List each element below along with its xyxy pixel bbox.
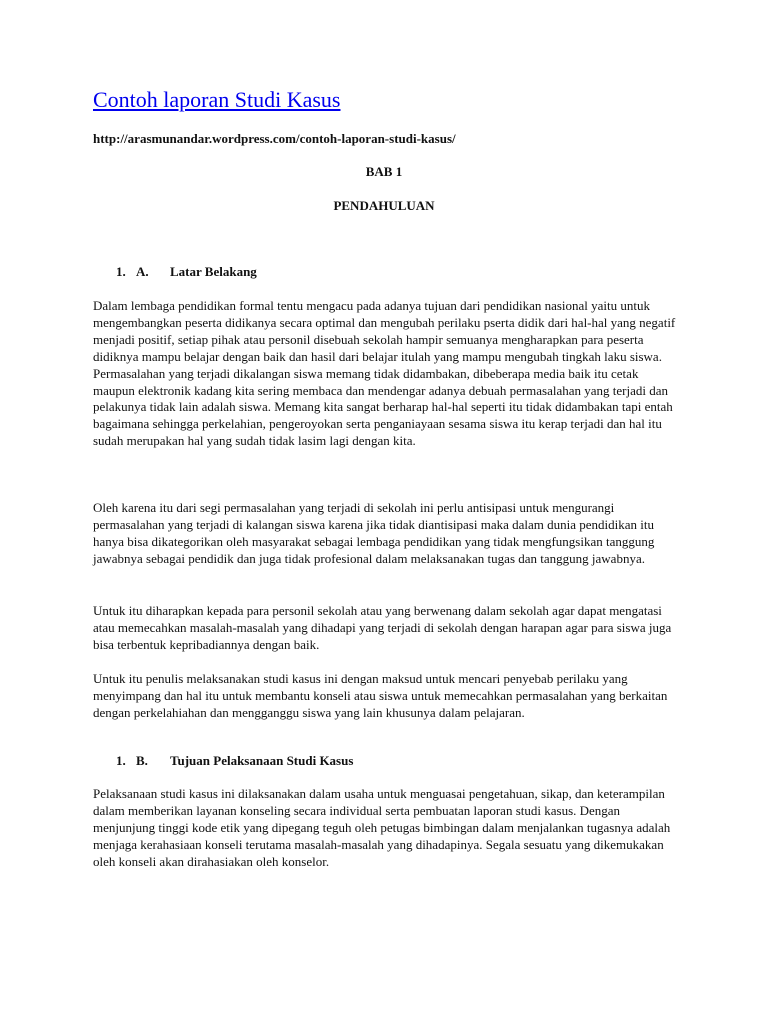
paragraph-latar-belakang-4: Untuk itu penulis melaksanakan studi kasus ini dengan maksud untuk mencari penyebab perilaku yang menyimpang dan hal itu untuk membantu konseli atau siswa untuk memecahkan permasalahan yang berkaitan dengan perkelahiahan dan mengganggu siswa yang lain khusunya dalam pelajaran.: [93, 671, 668, 720]
section-letter: B.: [136, 753, 148, 768]
source-url: http://arasmunandar.wordpress.com/contoh-laporan-studi-kasus/: [93, 131, 456, 146]
chapter-number: BAB 1: [365, 164, 403, 179]
paragraph-latar-belakang-3: Untuk itu diharapkan kepada para personil sekolah atau yang berwenang dalam sekolah agar dapat mengatasi atau memecahkan masalah-masalah yang dihadapi yang terjadi di sekolah dengan harapan agar para siswa juga bisa terbentuk kepribadiannya dengan baik.: [93, 603, 672, 652]
section-number: 1.: [116, 753, 126, 768]
document-title-link[interactable]: Contoh laporan Studi Kasus: [93, 87, 341, 112]
section-title: Tujuan Pelaksanaan Studi Kasus: [170, 753, 354, 768]
section-number: 1.: [116, 264, 126, 279]
section-heading-b: [116, 752, 353, 770]
chapter-title: PENDAHULUAN: [333, 198, 435, 213]
section-letter: A.: [136, 264, 149, 279]
paragraph-tujuan: Pelaksanaan studi kasus ini dilaksanakan dalam usaha untuk menguasai pengetahuan, sikap, dan keterampilan dalam memberikan layanan konseling secara individual serta pembuatan laporan studi kasus. Dengan menjunjung tinggi kode etik yang dipegang teguh oleh petugas bimbingan dalam menjalankan tugasnya adalah menjaga kerahasiaan konseli terutama masalah-masalah yang dihadapinya. Segala sesuatu yang dikemukakan oleh konseli akan dirahasiakan oleh konselor.: [93, 786, 671, 869]
section-title: Latar Belakang: [170, 264, 257, 279]
paragraph-latar-belakang-2: Oleh karena itu dari segi permasalahan yang terjadi di sekolah ini perlu antisipasi untuk mengurangi permasalahan yang terjadi di kalangan siswa karena jika tidak diantisipasi maka dalam dunia pendidikan itu hanya bisa dikategorikan oleh masyarakat sebagai lembaga pendidikan yang tidak mengfungsikan tanggung jawabnya sebagai pendidik dan juga tidak profesional dalam melaksanakan tugas dan tanggung jawabnya.: [93, 500, 655, 566]
paragraph-latar-belakang-1: Dalam lembaga pendidikan formal tentu mengacu pada adanya tujuan dari pendidikan nasional yaitu untuk mengembangkan peserta didikanya secara optimal dan mengubah perilaku pserta didik dari hal-hal yang negatif menjadi positif, setiap pihak atau personil disebuah sekolah hampir semuanya mengharapkan para peserta didiknya mampu belajar dengan baik dan hasil dari belajar itulah yang mampu mengubah tingkah laku siswa. Permasalahan yang terjadi dikalangan siswa memang tidak didambakan, dibeberapa media baik itu cetak maupun elektronik kadang kita sering membaca dan mendengar adanya debuah permasalahan yang terjadi dan pelakunya tidak lain adalah siswa. Memang kita sangat berharap hal-hal seperti itu tidak didambakan tapi entah bagaimana sehingga perkelahian, pengeroyokan serta penganiayaan sesama siswa itu kerap terjadi dan hal itu sudah merupakan hal yang sudah tidak lasim lagi dengan kita.: [93, 298, 676, 449]
section-heading-a: [116, 263, 257, 281]
